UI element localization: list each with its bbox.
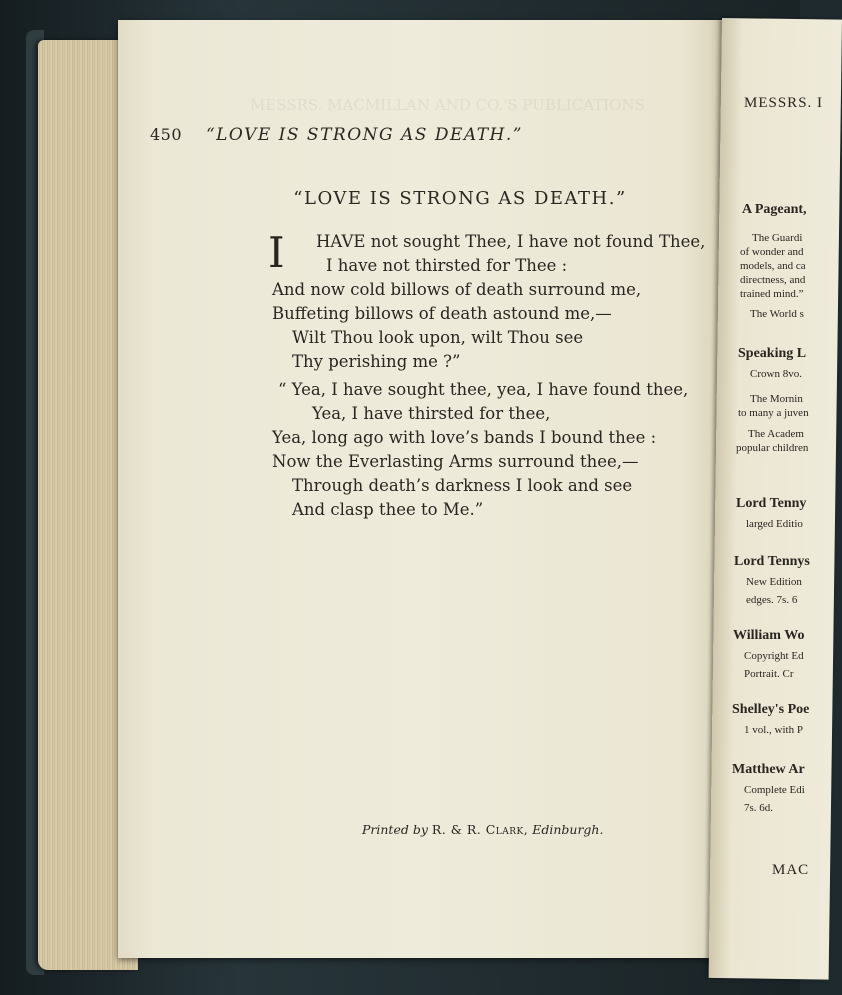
- ad-entry-line: larged Editio: [746, 518, 803, 530]
- right-page-footer: MAC: [772, 862, 810, 878]
- ad-entry-title: Matthew Ar: [732, 762, 805, 777]
- ad-entry-line: directness, and: [740, 274, 806, 286]
- poem-line: And now cold billows of death surround me,: [272, 280, 642, 299]
- ad-entry-title: William Wo: [733, 628, 805, 643]
- ad-entry-title: Lord Tennys: [734, 554, 810, 569]
- ad-entry-title: Lord Tenny: [736, 496, 807, 511]
- stanza-2: [272, 378, 692, 522]
- poem-line: “ Yea, I have sought thee, yea, I have found thee,: [278, 380, 689, 399]
- printer-colophon: [362, 822, 622, 837]
- ad-entry-line: Complete Edi: [744, 784, 805, 796]
- ad-entry-line: Copyright Ed: [744, 650, 804, 662]
- ad-entry-title: Speaking L: [738, 346, 807, 361]
- colophon-printed-by: Printed by: [362, 822, 428, 837]
- poem-line: Now the Everlasting Arms surround thee,—: [272, 452, 639, 471]
- poem-line: Wilt Thou look upon, wilt Thou see: [292, 328, 584, 347]
- ad-entry-line: trained mind.”: [740, 288, 804, 300]
- poem-line: Yea, long ago with love’s bands I bound thee :: [272, 428, 657, 447]
- poem-line: Buffeting billows of death astound me,—: [272, 304, 612, 323]
- colophon-place: Edinburgh.: [532, 822, 604, 837]
- poem-line: Thy perishing me ?”: [292, 352, 461, 371]
- ad-entry-line: Crown 8vo.: [750, 368, 802, 380]
- right-page-header: MESSRS. I: [744, 95, 824, 111]
- ad-entry-line: Portrait. Cr: [744, 668, 794, 680]
- ad-entry-title: A Pageant,: [742, 202, 807, 217]
- poem-line: I have not thirsted for Thee :: [326, 256, 568, 275]
- poem-line: Through death’s darkness I look and see: [292, 476, 633, 495]
- ad-entry-title: Shelley's Poe: [732, 702, 810, 717]
- ad-entry-line: New Edition: [746, 576, 802, 588]
- ad-entry-line: popular children: [736, 442, 809, 454]
- ad-entry-line: of wonder and: [740, 246, 804, 258]
- ad-entry-line: The Guardi: [752, 232, 803, 244]
- ad-entry-line: The Mornin: [750, 393, 803, 405]
- ad-entry-line: edges. 7s. 6: [746, 594, 798, 606]
- drop-cap: I: [268, 228, 285, 277]
- running-head: [150, 125, 630, 145]
- running-head-title: “LOVE IS STRONG AS DEATH.”: [205, 125, 523, 145]
- ad-entry-line: The Academ: [748, 428, 804, 440]
- ad-entry-line: 1 vol., with P: [744, 724, 803, 736]
- poem-line: And clasp thee to Me.”: [292, 500, 484, 519]
- ad-entry-line: The World s: [750, 308, 804, 320]
- poem-title: “LOVE IS STRONG AS DEATH.”: [293, 188, 627, 209]
- ad-entry-line: 7s. 6d.: [744, 802, 774, 814]
- page-number: 450: [150, 125, 183, 144]
- poem-line: Yea, I have thirsted for thee,: [312, 404, 551, 423]
- colophon-printer: R. & R. Clark,: [431, 822, 529, 837]
- poem-line: HAVE not sought Thee, I have not found Thee,: [316, 232, 706, 251]
- show-through-text: MESSRS. MACMILLAN AND CO.'S PUBLICATIONS: [250, 96, 645, 114]
- ad-entry-line: models, and ca: [740, 260, 806, 272]
- ad-entry-line: to many a juven: [738, 407, 809, 419]
- stanza-1: [268, 228, 706, 374]
